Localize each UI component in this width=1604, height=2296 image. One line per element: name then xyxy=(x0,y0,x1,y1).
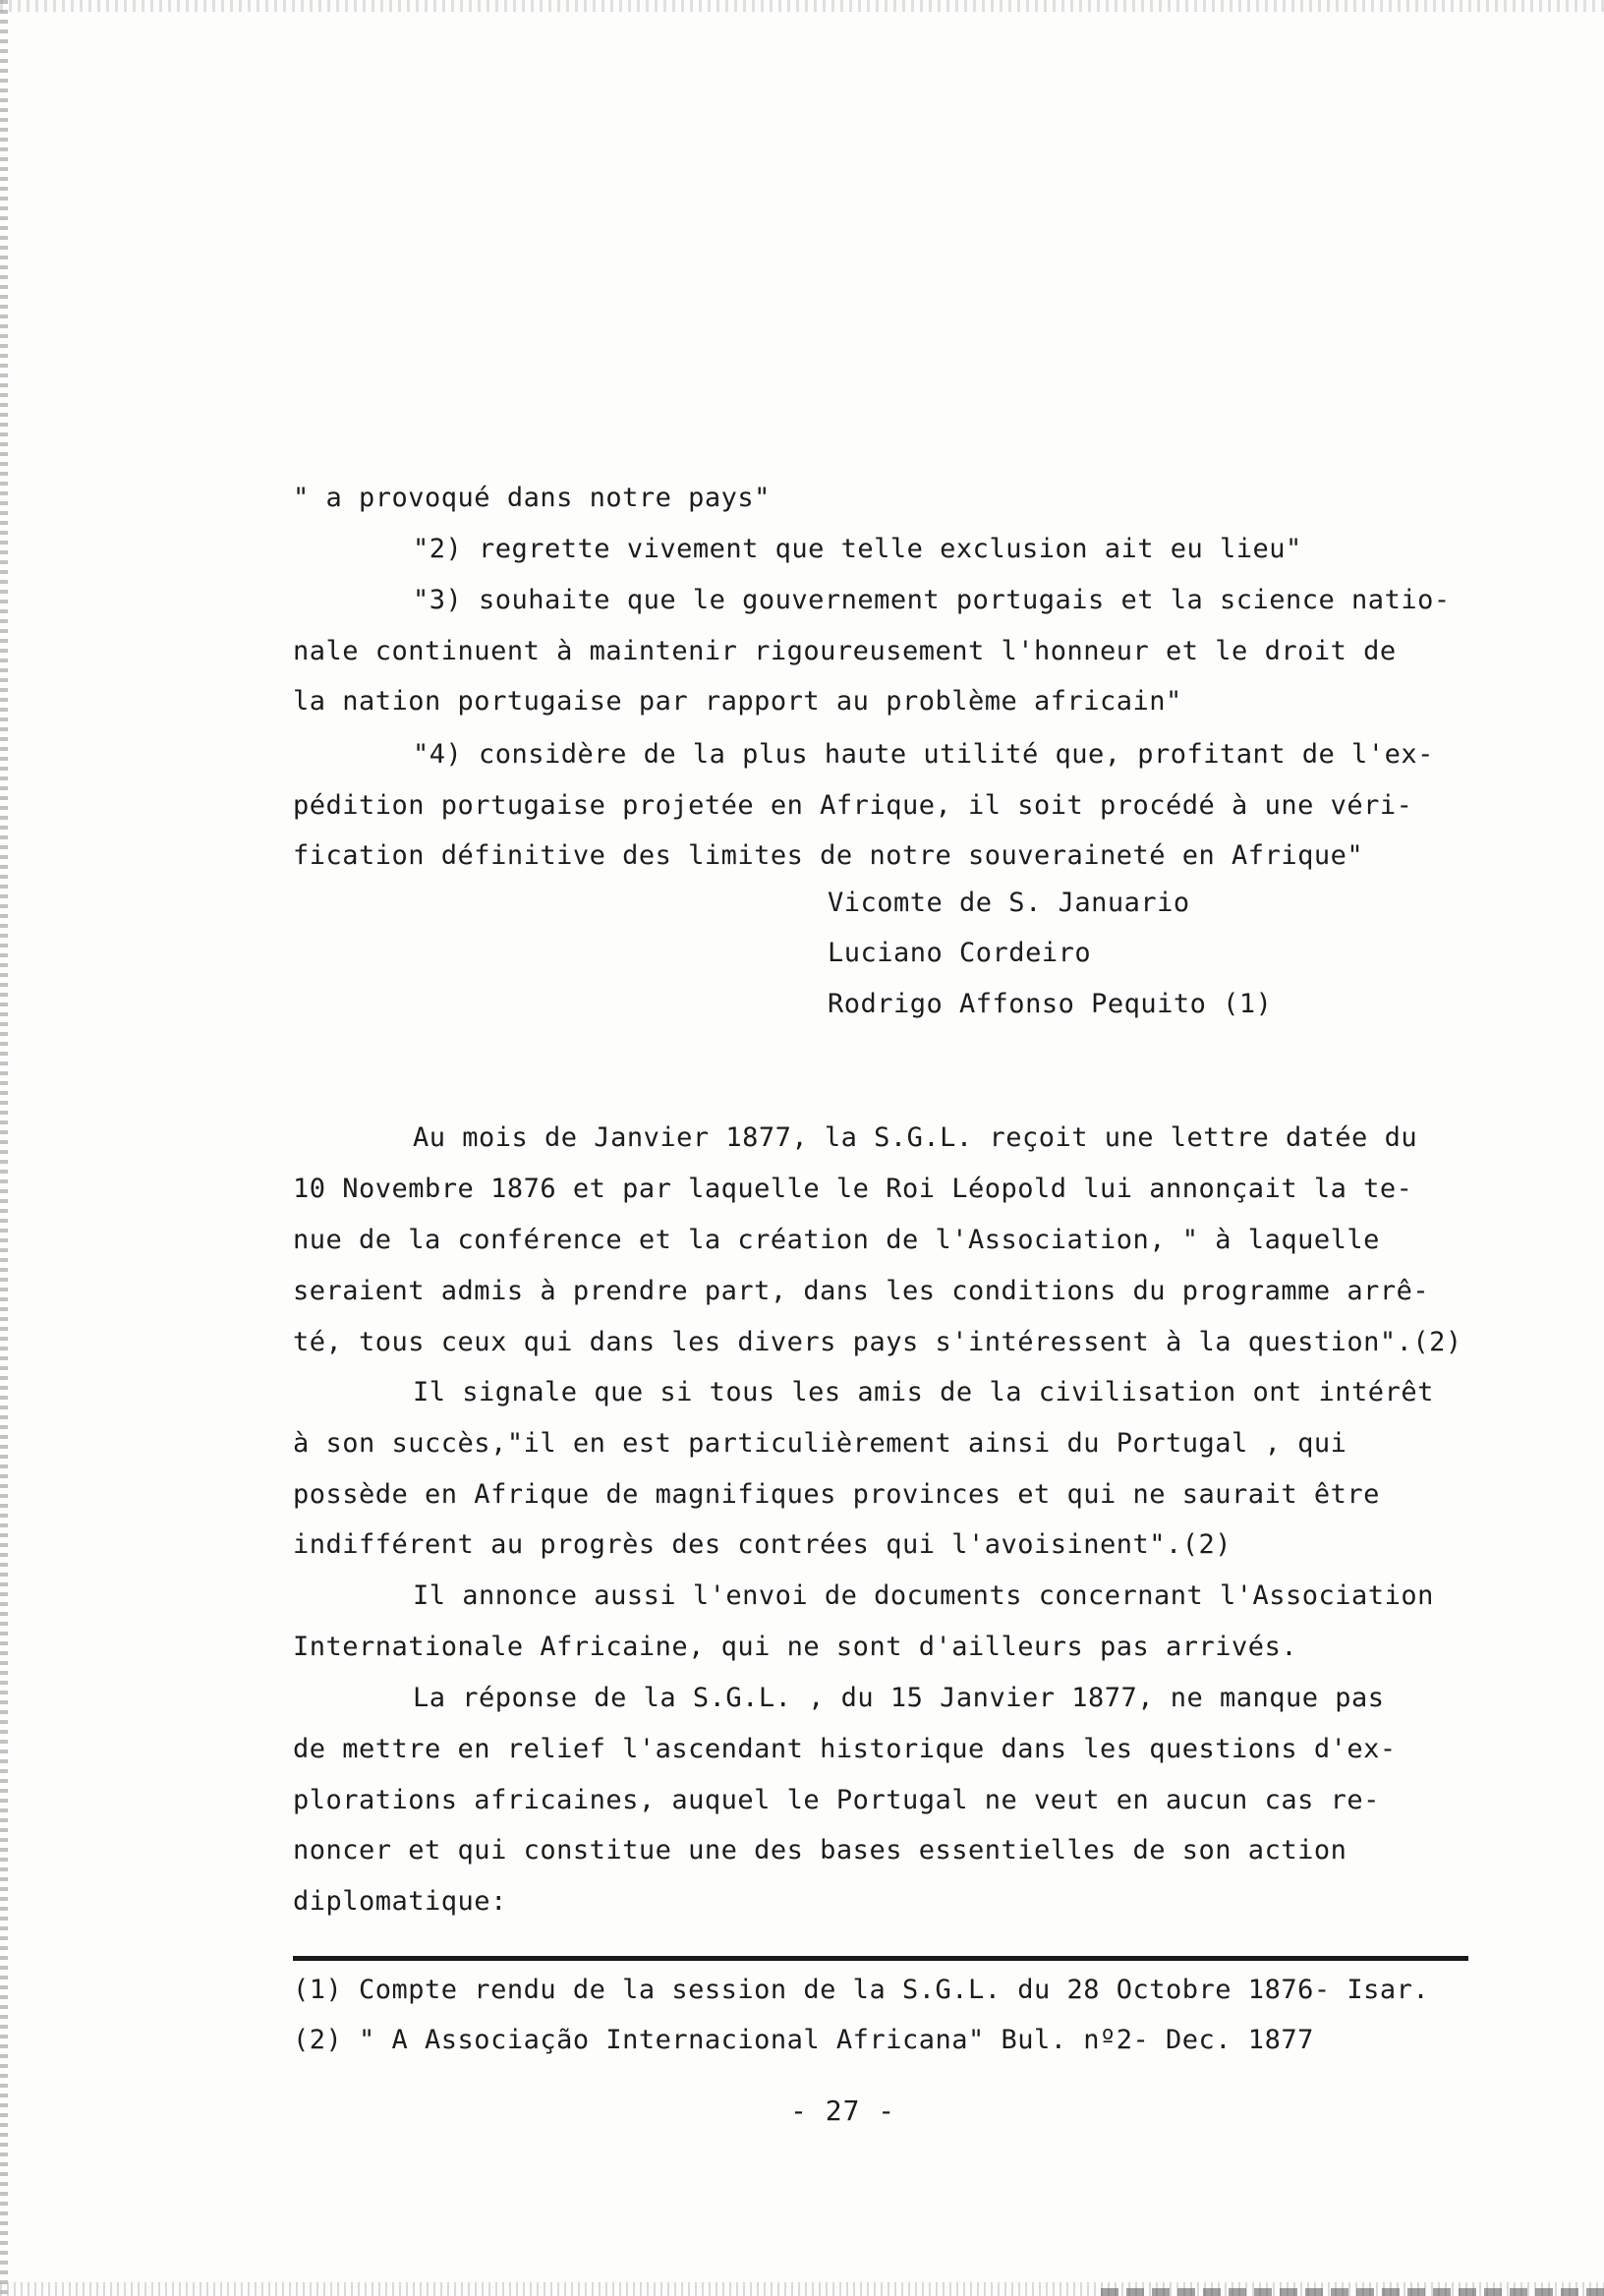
body-line: Il annonce aussi l'envoi de documents concernant l'Association xyxy=(413,1580,1434,1611)
quote-line: nale continuent à maintenir rigoureusement l'honneur et le droit de xyxy=(293,636,1397,666)
quote-line: fication définitive des limites de notre souveraineté en Afrique" xyxy=(293,840,1364,871)
body-line: diplomatique: xyxy=(293,1886,507,1917)
body-line: 10 Novembre 1876 et par laquelle le Roi Léopold lui annonçait la te- xyxy=(293,1174,1413,1204)
body-line: té, tous ceux qui dans les divers pays s'intéressent à la question".(2) xyxy=(293,1327,1462,1357)
signatory: Luciano Cordeiro xyxy=(828,938,1092,968)
body-line: La réponse de la S.G.L. , du 15 Janvier 1877, ne manque pas xyxy=(413,1683,1385,1713)
quote-line: "2) regrette vivement que telle exclusion ait eu lieu" xyxy=(413,534,1302,564)
signatory: Rodrigo Affonso Pequito (1) xyxy=(828,989,1273,1019)
body-line: noncer et qui constitue une des bases essentielles de son action xyxy=(293,1835,1347,1866)
body-line: Au mois de Janvier 1877, la S.G.L. reçoit une lettre datée du xyxy=(413,1122,1418,1153)
scan-edge-bottom-right xyxy=(1101,2288,1604,2296)
body-line: de mettre en relief l'ascendant historique dans les questions d'ex- xyxy=(293,1734,1397,1764)
footnote: (2) " A Associação Internacional Africana" Bul. nº2- Dec. 1877 xyxy=(293,2025,1314,2055)
quote-line: la nation portugaise par rapport au problème africain" xyxy=(293,686,1182,717)
body-line: Il signale que si tous les amis de la civilisation ont intérêt xyxy=(413,1377,1434,1407)
body-line: possède en Afrique de magnifiques provinces et qui ne saurait être xyxy=(293,1479,1380,1510)
body-line: seraient admis à prendre part, dans les conditions du programme arrê- xyxy=(293,1276,1430,1306)
scan-edge-top xyxy=(0,0,1604,12)
body-line: nue de la conférence et la création de l'Association, " à laquelle xyxy=(293,1225,1380,1255)
quote-line: "4) considère de la plus haute utilité que, profitant de l'ex- xyxy=(413,739,1434,770)
scan-edge-left xyxy=(0,0,8,2296)
quote-line: " a provoqué dans notre pays" xyxy=(293,483,771,513)
page-number: - 27 - xyxy=(790,2095,896,2127)
body-line: à son succès,"il en est particulièrement ainsi du Portugal , qui xyxy=(293,1428,1347,1459)
quote-line: "3) souhaite que le gouvernement portugais et la science natio- xyxy=(413,585,1451,615)
body-line: plorations africaines, auquel le Portugal ne veut en aucun cas re- xyxy=(293,1785,1380,1815)
footnote-divider xyxy=(293,1956,1468,1961)
signatory: Vicomte de S. Januario xyxy=(828,888,1190,918)
footnote: (1) Compte rendu de la session de la S.G.L. du 28 Octobre 1876- Isar. xyxy=(293,1975,1430,2005)
body-line: Internationale Africaine, qui ne sont d'ailleurs pas arrivés. xyxy=(293,1632,1298,1662)
body-line: indifférent au progrès des contrées qui l'avoisinent".(2) xyxy=(293,1529,1232,1560)
quote-line: pédition portugaise projetée en Afrique, il soit procédé à une véri- xyxy=(293,790,1413,821)
